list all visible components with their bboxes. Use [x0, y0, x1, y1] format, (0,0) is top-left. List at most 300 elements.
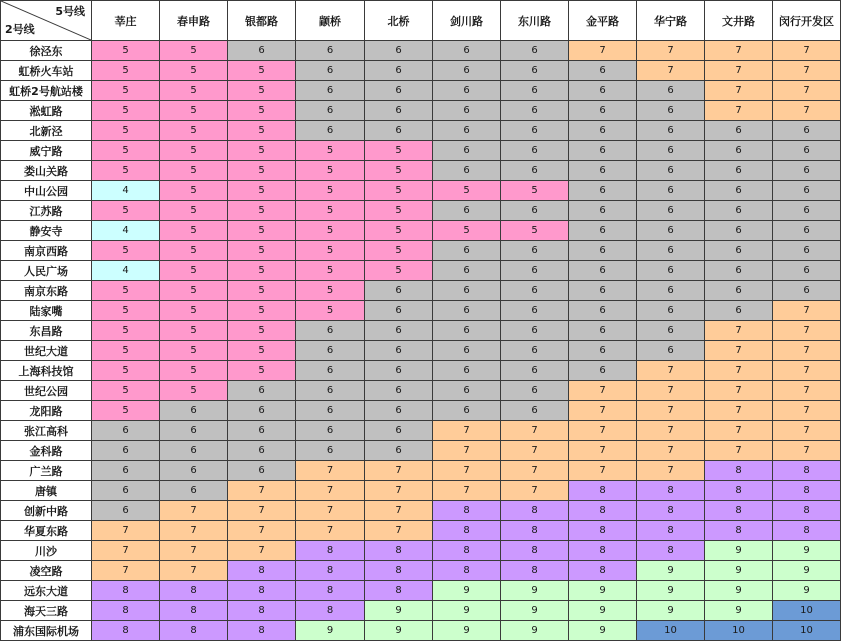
fare-cell: 8	[705, 481, 773, 501]
fare-cell: 8	[92, 601, 160, 621]
fare-cell: 6	[705, 141, 773, 161]
row-header: 虹桥2号航站楼	[1, 81, 92, 101]
fare-cell: 5	[160, 361, 228, 381]
fare-cell: 7	[705, 441, 773, 461]
fare-cell: 7	[569, 381, 637, 401]
row-header: 南京西路	[1, 241, 92, 261]
table-row	[1, 581, 841, 601]
fare-cell: 6	[637, 241, 705, 261]
corner-cell	[1, 1, 92, 41]
table-row	[1, 41, 841, 61]
fare-cell: 5	[92, 41, 160, 61]
fare-cell: 7	[773, 81, 841, 101]
fare-cell: 7	[433, 421, 501, 441]
line5-label: 5号线	[55, 5, 85, 18]
row-header: 金科路	[1, 441, 92, 461]
line2-label: 2号线	[5, 23, 35, 36]
fare-cell: 9	[705, 541, 773, 561]
fare-cell: 6	[365, 41, 433, 61]
fare-cell: 4	[92, 261, 160, 281]
fare-cell: 6	[705, 241, 773, 261]
fare-cell: 7	[501, 481, 569, 501]
fare-cell: 7	[365, 481, 433, 501]
fare-cell: 5	[160, 161, 228, 181]
row-header: 世纪大道	[1, 341, 92, 361]
fare-cell: 6	[637, 81, 705, 101]
fare-cell: 4	[92, 221, 160, 241]
fare-cell: 6	[228, 461, 296, 481]
fare-cell: 7	[637, 61, 705, 81]
fare-cell: 9	[501, 621, 569, 641]
fare-cell: 7	[296, 521, 365, 541]
fare-cell: 6	[365, 401, 433, 421]
fare-cell: 7	[705, 401, 773, 421]
fare-cell: 7	[637, 401, 705, 421]
column-header: 北桥	[365, 1, 433, 41]
fare-cell: 5	[92, 81, 160, 101]
fare-cell: 6	[773, 201, 841, 221]
fare-cell: 5	[228, 281, 296, 301]
fare-cell: 6	[365, 281, 433, 301]
fare-cell: 6	[501, 241, 569, 261]
fare-cell: 8	[569, 521, 637, 541]
fare-cell: 7	[160, 561, 228, 581]
fare-cell: 9	[569, 601, 637, 621]
fare-cell: 6	[160, 461, 228, 481]
fare-cell: 7	[705, 101, 773, 121]
row-header: 上海科技馆	[1, 361, 92, 381]
row-header: 华夏东路	[1, 521, 92, 541]
table-row	[1, 161, 841, 181]
fare-cell: 8	[501, 521, 569, 541]
fare-cell: 7	[637, 421, 705, 441]
fare-cell: 5	[160, 241, 228, 261]
fare-cell: 6	[637, 221, 705, 241]
fare-cell: 7	[365, 461, 433, 481]
fare-cell: 9	[773, 561, 841, 581]
fare-cell: 6	[773, 161, 841, 181]
fare-cell: 5	[92, 121, 160, 141]
fare-cell: 8	[365, 541, 433, 561]
table-row	[1, 501, 841, 521]
fare-cell: 6	[773, 261, 841, 281]
fare-cell: 6	[569, 361, 637, 381]
fare-cell: 6	[569, 221, 637, 241]
fare-cell: 6	[501, 341, 569, 361]
table-row	[1, 201, 841, 221]
fare-cell: 6	[569, 321, 637, 341]
column-header: 东川路	[501, 1, 569, 41]
fare-cell: 8	[433, 561, 501, 581]
table-row	[1, 241, 841, 261]
fare-cell: 6	[637, 261, 705, 281]
row-header: 远东大道	[1, 581, 92, 601]
fare-cell: 6	[705, 181, 773, 201]
fare-cell: 5	[228, 341, 296, 361]
fare-cell: 7	[773, 441, 841, 461]
row-header: 江苏路	[1, 201, 92, 221]
fare-cell: 6	[228, 401, 296, 421]
fare-cell: 6	[433, 281, 501, 301]
fare-cell: 8	[705, 521, 773, 541]
fare-cell: 9	[296, 621, 365, 641]
fare-cell: 5	[92, 141, 160, 161]
fare-cell: 5	[365, 221, 433, 241]
fare-cell: 6	[705, 261, 773, 281]
fare-cell: 5	[296, 241, 365, 261]
fare-cell: 6	[433, 61, 501, 81]
fare-cell: 6	[637, 321, 705, 341]
fare-cell: 8	[92, 621, 160, 641]
fare-cell: 7	[773, 321, 841, 341]
fare-cell: 6	[296, 101, 365, 121]
row-header: 娄山关路	[1, 161, 92, 181]
fare-cell: 8	[705, 461, 773, 481]
fare-cell: 5	[228, 121, 296, 141]
fare-cell: 9	[569, 621, 637, 641]
fare-cell: 5	[296, 221, 365, 241]
fare-cell: 8	[773, 461, 841, 481]
fare-cell: 9	[501, 601, 569, 621]
column-header: 金平路	[569, 1, 637, 41]
fare-cell: 9	[433, 621, 501, 641]
column-header: 莘庄	[92, 1, 160, 41]
fare-cell: 8	[92, 581, 160, 601]
fare-cell: 7	[773, 61, 841, 81]
fare-cell: 6	[569, 261, 637, 281]
fare-cell: 6	[433, 81, 501, 101]
table-row	[1, 461, 841, 481]
fare-cell: 6	[569, 181, 637, 201]
fare-cell: 5	[296, 281, 365, 301]
fare-cell: 7	[637, 41, 705, 61]
fare-cell: 6	[773, 121, 841, 141]
fare-cell: 5	[92, 381, 160, 401]
fare-cell: 5	[296, 141, 365, 161]
fare-cell: 6	[433, 401, 501, 421]
fare-cell: 6	[433, 361, 501, 381]
fare-cell: 6	[296, 41, 365, 61]
fare-cell: 5	[92, 101, 160, 121]
fare-cell: 5	[433, 181, 501, 201]
row-header: 创新中路	[1, 501, 92, 521]
fare-cell: 8	[228, 621, 296, 641]
fare-cell: 6	[773, 221, 841, 241]
row-header: 中山公园	[1, 181, 92, 201]
fare-cell: 7	[773, 301, 841, 321]
fare-cell: 7	[365, 521, 433, 541]
fare-cell: 6	[296, 321, 365, 341]
fare-cell: 6	[228, 421, 296, 441]
fare-cell: 6	[365, 301, 433, 321]
fare-cell: 7	[228, 521, 296, 541]
fare-cell: 8	[501, 541, 569, 561]
fare-cell: 7	[296, 501, 365, 521]
fare-cell: 6	[365, 441, 433, 461]
fare-cell: 8	[569, 481, 637, 501]
fare-cell: 8	[296, 561, 365, 581]
fare-cell: 6	[501, 81, 569, 101]
fare-cell: 7	[433, 441, 501, 461]
fare-cell: 5	[160, 41, 228, 61]
fare-cell: 7	[705, 41, 773, 61]
fare-cell: 6	[433, 161, 501, 181]
fare-cell: 5	[160, 301, 228, 321]
fare-cell: 8	[569, 501, 637, 521]
fare-cell: 9	[569, 581, 637, 601]
fare-cell: 6	[365, 321, 433, 341]
fare-cell: 6	[637, 141, 705, 161]
fare-cell: 5	[228, 81, 296, 101]
fare-cell: 6	[433, 201, 501, 221]
fare-cell: 5	[228, 61, 296, 81]
fare-cell: 9	[705, 561, 773, 581]
fare-cell: 6	[705, 121, 773, 141]
fare-cell: 8	[569, 561, 637, 581]
fare-cell: 5	[160, 101, 228, 121]
table-row	[1, 181, 841, 201]
fare-cell: 6	[569, 341, 637, 361]
fare-cell: 6	[92, 421, 160, 441]
fare-cell: 6	[92, 461, 160, 481]
table-row	[1, 81, 841, 101]
fare-cell: 6	[433, 341, 501, 361]
fare-cell: 8	[365, 581, 433, 601]
fare-cell: 8	[773, 521, 841, 541]
fare-cell: 8	[569, 541, 637, 561]
fare-cell: 10	[637, 621, 705, 641]
fare-cell: 8	[296, 581, 365, 601]
row-header: 东昌路	[1, 321, 92, 341]
fare-cell: 7	[433, 481, 501, 501]
fare-cell: 5	[92, 281, 160, 301]
fare-cell: 10	[773, 601, 841, 621]
fare-cell: 6	[501, 301, 569, 321]
fare-cell: 5	[228, 261, 296, 281]
fare-cell: 6	[569, 201, 637, 221]
column-header: 银都路	[228, 1, 296, 41]
fare-cell: 5	[296, 181, 365, 201]
fare-cell: 5	[92, 161, 160, 181]
fare-cell: 6	[433, 301, 501, 321]
fare-cell: 7	[501, 461, 569, 481]
fare-cell: 7	[501, 441, 569, 461]
fare-cell: 8	[160, 601, 228, 621]
row-header: 北新泾	[1, 121, 92, 141]
fare-cell: 6	[433, 241, 501, 261]
fare-cell: 9	[433, 581, 501, 601]
fare-cell: 6	[501, 321, 569, 341]
fare-cell: 5	[365, 141, 433, 161]
fare-cell: 7	[773, 381, 841, 401]
fare-cell: 6	[501, 361, 569, 381]
fare-cell: 9	[637, 601, 705, 621]
fare-cell: 7	[569, 401, 637, 421]
fare-cell: 6	[501, 141, 569, 161]
fare-cell: 6	[296, 441, 365, 461]
fare-cell: 6	[773, 141, 841, 161]
fare-cell: 8	[501, 561, 569, 581]
fare-cell: 6	[705, 161, 773, 181]
fare-cell: 7	[569, 41, 637, 61]
fare-cell: 6	[365, 101, 433, 121]
fare-cell: 9	[365, 621, 433, 641]
row-header: 海天三路	[1, 601, 92, 621]
row-header: 淞虹路	[1, 101, 92, 121]
fare-cell: 5	[92, 401, 160, 421]
table-row	[1, 281, 841, 301]
fare-cell: 9	[637, 561, 705, 581]
row-header: 川沙	[1, 541, 92, 561]
fare-cell: 5	[296, 261, 365, 281]
table-row	[1, 101, 841, 121]
fare-cell: 7	[773, 41, 841, 61]
row-header: 唐镇	[1, 481, 92, 501]
fare-cell: 6	[705, 201, 773, 221]
fare-cell: 6	[365, 121, 433, 141]
fare-cell: 5	[160, 81, 228, 101]
fare-cell: 5	[365, 201, 433, 221]
fare-cell: 8	[501, 501, 569, 521]
fare-cell: 8	[296, 601, 365, 621]
fare-cell: 6	[228, 441, 296, 461]
fare-cell: 8	[637, 521, 705, 541]
fare-cell: 6	[92, 501, 160, 521]
fare-cell: 5	[160, 201, 228, 221]
fare-cell: 7	[637, 381, 705, 401]
fare-cell: 6	[365, 81, 433, 101]
fare-cell: 6	[433, 381, 501, 401]
fare-cell: 7	[705, 361, 773, 381]
fare-cell: 6	[569, 301, 637, 321]
fare-cell: 4	[92, 181, 160, 201]
fare-cell: 9	[773, 541, 841, 561]
fare-cell: 9	[637, 581, 705, 601]
fare-cell: 7	[569, 441, 637, 461]
table-row	[1, 141, 841, 161]
fare-cell: 6	[433, 41, 501, 61]
fare-cell: 7	[365, 501, 433, 521]
fare-cell: 7	[228, 481, 296, 501]
fare-cell: 5	[365, 241, 433, 261]
fare-cell: 8	[433, 541, 501, 561]
row-header: 张江高科	[1, 421, 92, 441]
fare-cell: 5	[92, 241, 160, 261]
fare-cell: 5	[160, 321, 228, 341]
fare-cell: 7	[92, 561, 160, 581]
fare-cell: 5	[160, 141, 228, 161]
column-header: 剑川路	[433, 1, 501, 41]
fare-cell: 6	[92, 481, 160, 501]
fare-cell: 6	[365, 381, 433, 401]
fare-cell: 8	[228, 581, 296, 601]
fare-cell: 7	[773, 101, 841, 121]
column-header: 春申路	[160, 1, 228, 41]
fare-cell: 7	[705, 381, 773, 401]
fare-cell: 7	[228, 541, 296, 561]
fare-cell: 6	[501, 41, 569, 61]
fare-cell: 7	[705, 321, 773, 341]
fare-cell: 6	[296, 381, 365, 401]
fare-cell: 6	[637, 281, 705, 301]
fare-cell: 5	[433, 221, 501, 241]
fare-cell: 6	[637, 341, 705, 361]
fare-cell: 5	[228, 321, 296, 341]
fare-cell: 8	[773, 481, 841, 501]
fare-cell: 7	[773, 401, 841, 421]
fare-cell: 7	[296, 481, 365, 501]
fare-cell: 7	[705, 61, 773, 81]
fare-cell: 7	[160, 541, 228, 561]
fare-cell: 9	[365, 601, 433, 621]
fare-cell: 10	[773, 621, 841, 641]
fare-cell: 6	[92, 441, 160, 461]
fare-cell: 6	[296, 401, 365, 421]
column-header: 华宁路	[637, 1, 705, 41]
fare-cell: 6	[501, 261, 569, 281]
fare-cell: 6	[773, 181, 841, 201]
table-row	[1, 381, 841, 401]
fare-cell: 7	[773, 341, 841, 361]
table-row	[1, 261, 841, 281]
fare-cell: 8	[296, 541, 365, 561]
fare-cell: 6	[501, 281, 569, 301]
row-header: 龙阳路	[1, 401, 92, 421]
fare-cell: 6	[637, 161, 705, 181]
fare-cell: 9	[433, 601, 501, 621]
fare-cell: 6	[569, 81, 637, 101]
fare-cell: 5	[160, 381, 228, 401]
table-row	[1, 601, 841, 621]
fare-cell: 6	[501, 381, 569, 401]
fare-cell: 6	[433, 141, 501, 161]
fare-cell: 6	[637, 181, 705, 201]
fare-cell: 9	[501, 581, 569, 601]
fare-cell: 6	[569, 121, 637, 141]
fare-cell: 6	[228, 381, 296, 401]
fare-cell: 7	[569, 461, 637, 481]
fare-cell: 6	[773, 281, 841, 301]
fare-cell: 5	[365, 261, 433, 281]
fare-cell: 6	[160, 401, 228, 421]
fare-cell: 7	[705, 421, 773, 441]
fare-cell: 7	[92, 541, 160, 561]
table-row	[1, 321, 841, 341]
fare-cell: 8	[637, 541, 705, 561]
fare-cell: 6	[433, 101, 501, 121]
fare-cell: 7	[92, 521, 160, 541]
table-row	[1, 361, 841, 381]
fare-cell: 5	[228, 241, 296, 261]
table-row	[1, 541, 841, 561]
fare-cell: 5	[228, 161, 296, 181]
row-header: 广兰路	[1, 461, 92, 481]
table-row	[1, 441, 841, 461]
row-header: 威宁路	[1, 141, 92, 161]
fare-cell: 6	[160, 421, 228, 441]
fare-cell: 5	[92, 341, 160, 361]
fare-cell: 5	[228, 101, 296, 121]
fare-cell: 5	[501, 181, 569, 201]
fare-cell: 6	[569, 101, 637, 121]
fare-cell: 6	[296, 341, 365, 361]
fare-cell: 7	[160, 521, 228, 541]
fare-cell: 6	[637, 121, 705, 141]
fare-cell: 8	[228, 601, 296, 621]
fare-cell: 9	[705, 601, 773, 621]
row-header: 南京东路	[1, 281, 92, 301]
fare-cell: 8	[705, 501, 773, 521]
